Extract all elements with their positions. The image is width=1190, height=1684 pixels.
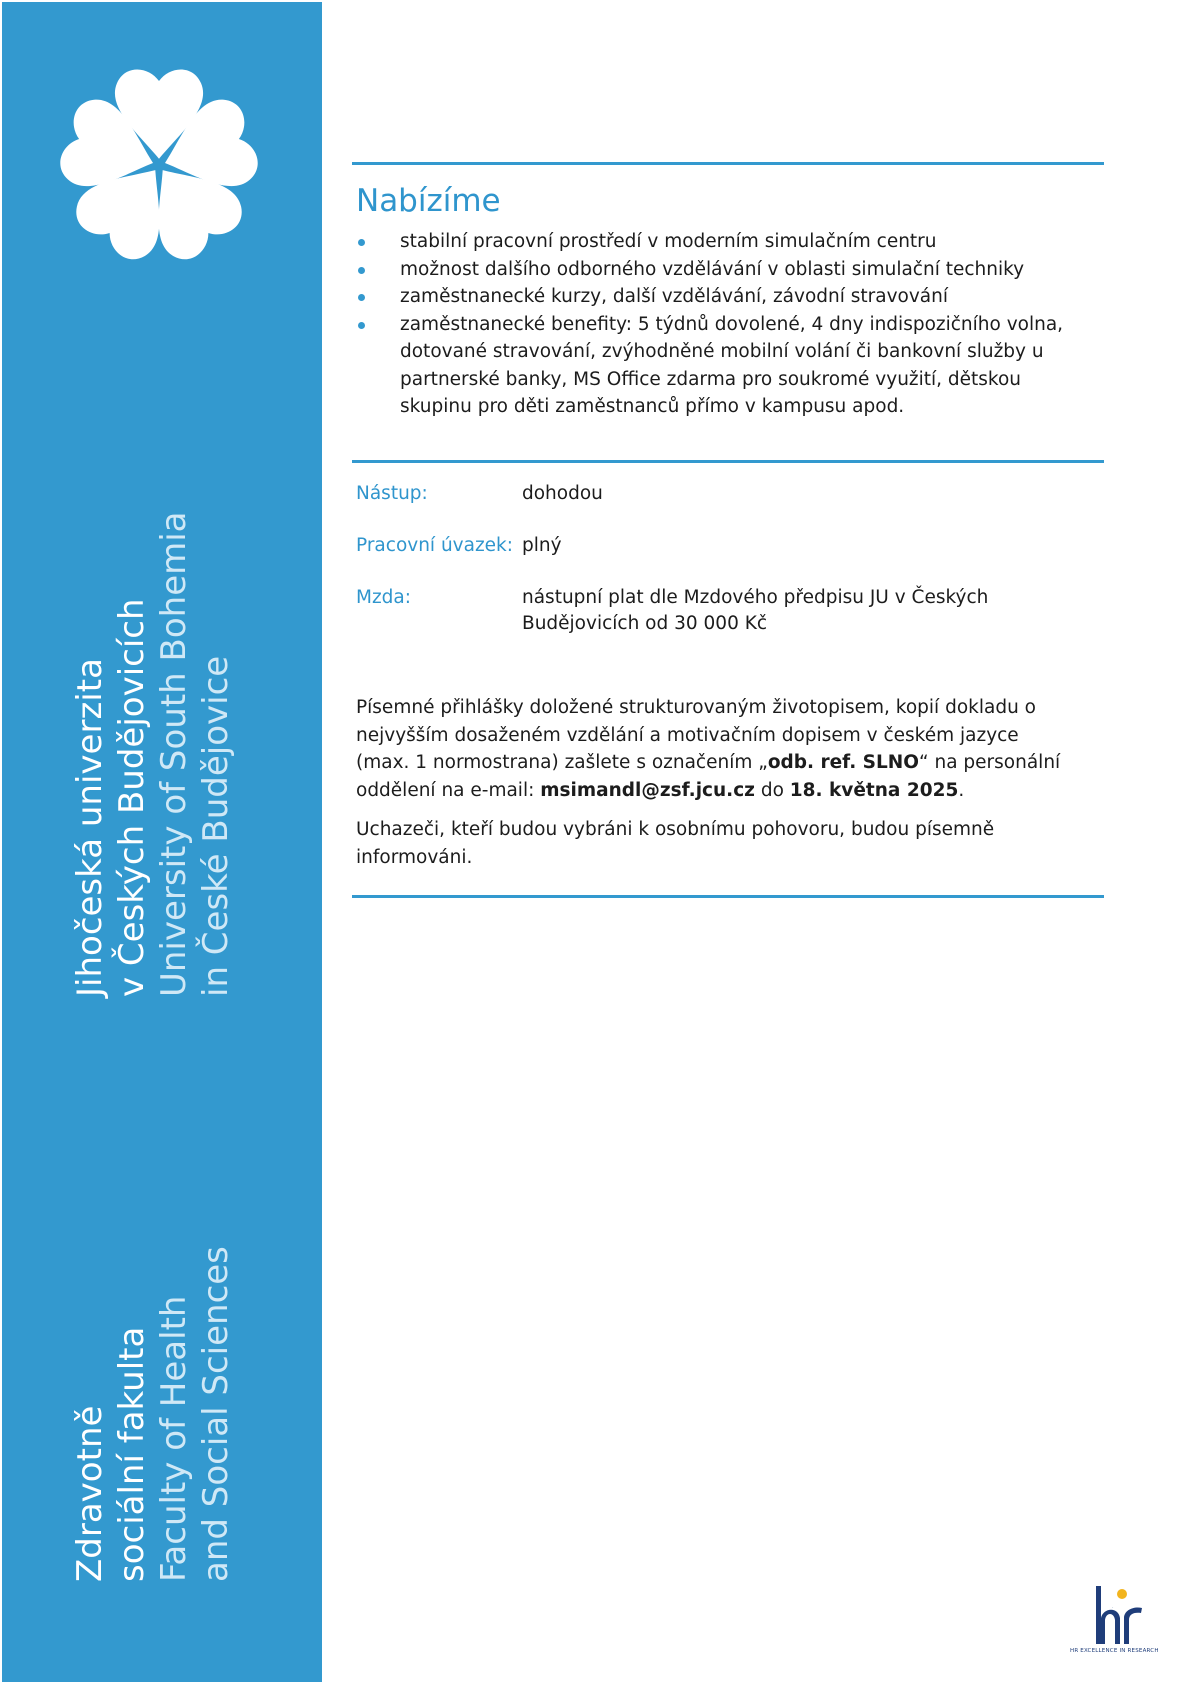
- university-name-cz-line1: Jihočeská univerzita: [70, 658, 110, 997]
- divider-bottom: [352, 895, 1104, 898]
- bullet-icon: [358, 322, 365, 329]
- bullet-icon: [358, 239, 365, 246]
- list-item: zaměstnanecké benefity: 5 týdnů dovolené, 4 dny indispozičního volna, dotované stravování, zvýhodněné mobilní volání či bankovní služby u partnerské banky, MS Office zdarma pro soukromé využití, dětskou skupinu pro děti zaměstnanců přímo v kampusu apod.: [356, 311, 1086, 421]
- university-name-vertical: [70, 262, 252, 997]
- interview-note: Uchazeči, kteří budou vybráni k osobnímu pohovoru, budou písemně informováni.: [356, 819, 995, 868]
- university-name-cz-line2: v Českých Budějovicích: [112, 598, 152, 997]
- salary-value-line2: Budějovicích od 30 000 Kč: [522, 613, 768, 634]
- hr-excellence-logo-icon: [1072, 1578, 1156, 1650]
- faculty-name-cz-line1: Zdravotně: [70, 1405, 110, 1582]
- university-name-en-line1: University of South Bohemia: [154, 511, 194, 997]
- bullet-icon: [358, 267, 365, 274]
- list-item: stabilní pracovní prostředí v moderním simulačním centru: [356, 228, 1086, 256]
- university-name-en-line2: in České Budějovice: [196, 655, 236, 997]
- salary-value-line1: nástupní plat dle Mzdového předpisu JU v Českých: [522, 587, 989, 608]
- deadline-date: 18. května 2025: [789, 779, 959, 801]
- workload-value: plný: [522, 535, 562, 556]
- list-item: zaměstnanecké kurzy, další vzdělávání, závodní stravování: [356, 283, 1086, 311]
- list-item: možnost dalšího odborného vzdělávání v oblasti simulační techniky: [356, 256, 1086, 284]
- faculty-name-en-line2: and Social Sciences: [196, 1246, 236, 1582]
- sidebar-banner: [2, 2, 322, 1682]
- application-instructions: Písemné přihlášky doložené strukturovaným životopisem, kopií dokladu o nejvyšším dosaženém vzdělání a motivačním dopisem v českém jazyce (max. 1 normostrana) zašlete s označením „odb. ref. SLNO“ na personální oddělení na e-mail: msimandl@zsf.jcu.cz do 18. května 2025.: [356, 697, 1061, 801]
- offers-list: [356, 228, 1086, 421]
- faculty-name-cz-line2: sociální fakulta: [112, 1326, 152, 1582]
- divider-middle: [352, 460, 1104, 463]
- faculty-name-en-line1: Faculty of Health: [154, 1295, 194, 1582]
- hr-excellence-caption: HR EXCELLENCE IN RESEARCH: [1070, 1648, 1159, 1654]
- contact-email[interactable]: msimandl@zsf.jcu.cz: [540, 779, 755, 801]
- offers-heading: Nabízíme: [356, 183, 501, 219]
- workload-label: Pracovní úvazek:: [356, 535, 514, 556]
- start-label: Nástup:: [356, 483, 428, 504]
- salary-label: Mzda:: [356, 587, 411, 608]
- four-heart-flower-icon: [54, 60, 264, 270]
- divider-top: [352, 162, 1104, 165]
- reference-code: odb. ref. SLNO: [767, 752, 920, 773]
- bullet-icon: [358, 294, 365, 301]
- hr-logo-text: hr: [1112, 1608, 1114, 1609]
- start-value: dohodou: [522, 483, 603, 504]
